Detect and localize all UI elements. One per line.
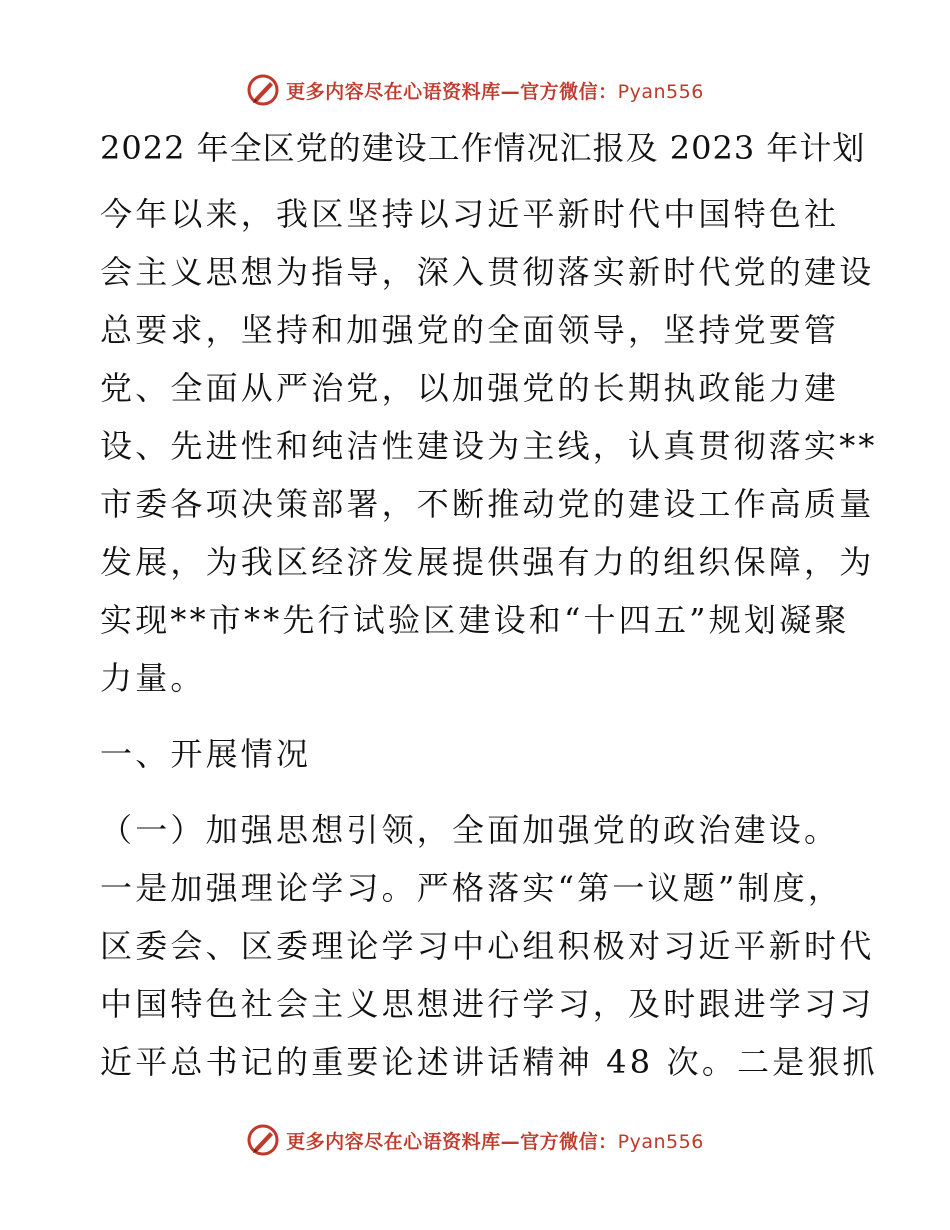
document-title: 2022 年全区党的建设工作情况汇报及 2023 年计划 [100,129,866,167]
watermark-text: 更多内容尽在心语资料库—官方微信：Pyan556 [286,1130,704,1153]
body-line: 会主义思想为指导，深入贯彻落实新时代党的建设 [100,253,875,291]
body-line: 党、全面从严治党，以加强党的长期执政能力建 [100,369,840,407]
watermark-banner-top [0,70,950,110]
body-line: 实现**市**先行试验区建设和“十四五”规划凝聚 [100,601,850,639]
body-line: 一是加强理论学习。严格落实“第一议题”制度， [100,869,844,907]
watermark-wechat-id: Pyan556 [617,1130,704,1153]
body-line: 力量。 [100,659,206,697]
pen-logo-icon [246,73,280,107]
watermark-banner-bottom [0,1120,950,1160]
body-line: 区委会、区委理论学习中心组积极对习近平新时代 [100,927,875,965]
watermark-text: 更多内容尽在心语资料库—官方微信：Pyan556 [286,80,704,103]
body-line: 总要求，坚持和加强党的全面领导，坚持党要管 [100,311,840,349]
body-line: 今年以来，我区坚持以习近平新时代中国特色社 [100,195,840,233]
body-line: 发展，为我区经济发展提供强有力的组织保障，为 [100,543,875,581]
pen-logo-icon [246,1123,280,1157]
subsection-heading: （一）加强思想引领，全面加强党的政治建设。 [100,811,840,849]
body-line: 中国特色社会主义思想进行学习，及时跟进学习习 [100,985,875,1023]
watermark-wechat-id: Pyan556 [617,80,704,103]
body-line: 市委各项决策部署，不断推动党的建设工作高质量 [100,485,875,523]
body-line: 近平总书记的重要论述讲话精神 48 次。二是狠抓 [100,1043,878,1081]
body-line: 设、先进性和纯洁性建设为主线，认真贯彻落实** [100,427,878,465]
section-heading: 一、开展情况 [100,735,312,773]
